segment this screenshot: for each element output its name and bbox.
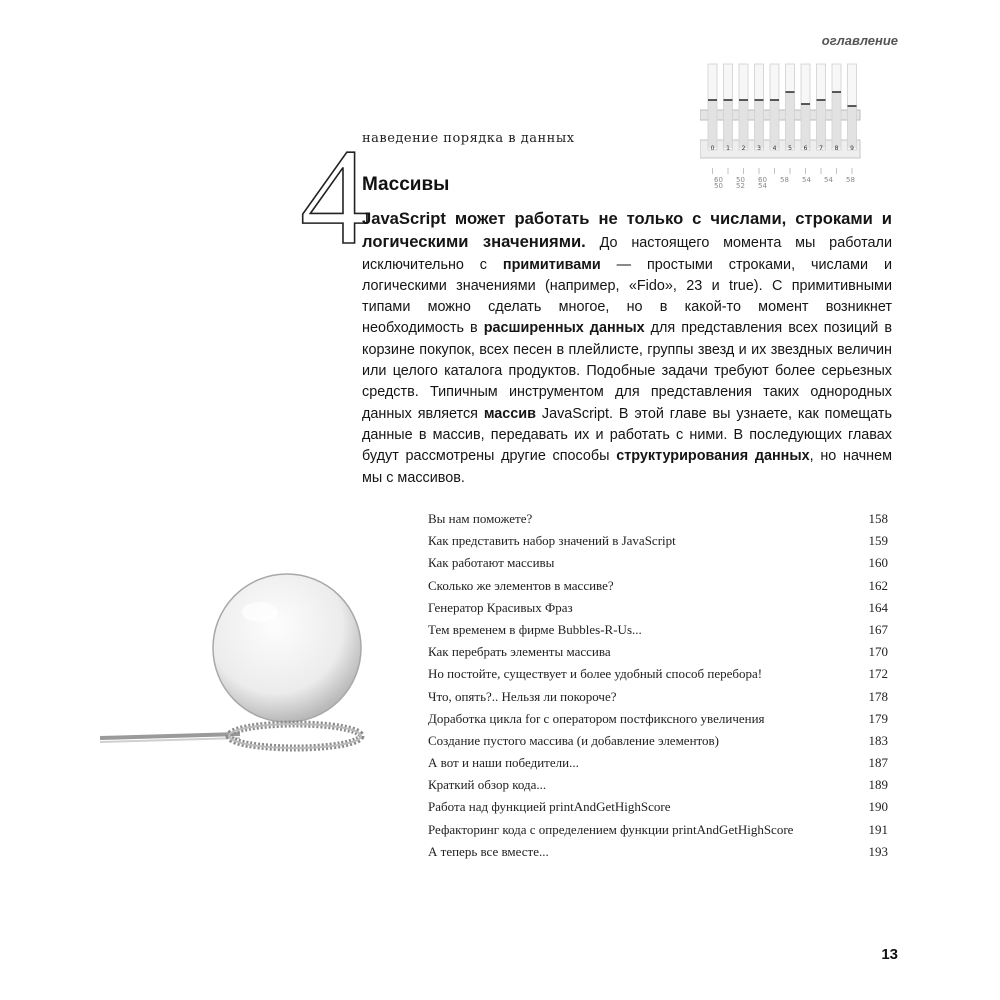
toc-entry-title: Тем временем в фирме Bubbles-R-Us...	[428, 621, 642, 637]
score-label: 50	[714, 182, 723, 190]
toc-entry-page: 178	[868, 688, 888, 704]
toc-entry-title: Вы нам поможете?	[428, 511, 533, 526]
tube-number: 3	[757, 145, 761, 152]
tube-number: 2	[741, 145, 746, 152]
score-label: 54	[758, 182, 767, 190]
intro-term: примитивами	[502, 256, 601, 273]
chapter-subtitle: наведение порядка в данных	[362, 131, 575, 146]
intro-text: , но начнем мы с массивов.	[362, 448, 892, 486]
toc-row	[428, 819, 888, 841]
score-label: 60	[714, 176, 723, 184]
test-tubes-illustration	[700, 62, 865, 190]
toc-entry-page: 170	[868, 644, 888, 660]
toc-entry-title: Рефакторинг кода с определением функции printAndGetHighScore	[428, 821, 794, 837]
intro-text: JavaScript. В этой главе вы узнаете, как помещать данные в массив, передавать их и работать с ними. В последующих главах будут рассмотрены другие способы	[362, 405, 892, 465]
toc-entry-page: 159	[868, 533, 888, 549]
intro-lead: JavaScript может работать не только с числами, строками и логическими значениями.	[362, 209, 892, 252]
tube-number: 4	[772, 145, 777, 152]
toc-entry-page: 183	[868, 732, 888, 748]
toc-entry-title: Но постойте, существует и более удобный способ перебора!	[428, 666, 763, 682]
tube-number: 7	[819, 145, 823, 152]
intro-term: массив	[483, 405, 536, 422]
toc-row	[428, 597, 888, 619]
score-label: 58	[780, 176, 789, 184]
score-label: 52	[736, 182, 745, 190]
tube-number: 9	[850, 145, 854, 152]
tube-number: 8	[834, 145, 839, 152]
intro-text: До настоящего момента мы работали исключительно с	[362, 235, 892, 273]
toc-entry-title: Сколько же элементов в массиве?	[428, 577, 614, 593]
toc-entry-page: 167	[868, 621, 888, 637]
toc-row	[428, 752, 888, 774]
toc-entry-page: 191	[868, 821, 888, 837]
toc-row	[428, 508, 888, 530]
toc-entry-page: 179	[868, 710, 888, 726]
toc-row	[428, 619, 888, 641]
toc-entry-page: 162	[868, 577, 888, 593]
intro-text: — простыми строками, числами и логическими значениями (например, «Fido», 23 и true). С примитивными типами можно сделать многое, но в какой-то момент возникнет необходимость в	[362, 256, 892, 337]
toc-entry-title: Создание пустого массива (и добавление элементов)	[428, 732, 720, 748]
toc-entry-page: 190	[868, 799, 888, 815]
chapter-title: Массивы	[362, 174, 450, 195]
page-number: 13	[881, 946, 898, 963]
toc-entry-page: 193	[868, 843, 888, 859]
intro-term: расширенных данных	[483, 320, 645, 337]
toc-entry-title: Краткий обзор кода...	[428, 777, 547, 793]
toc-entry-page: 164	[868, 599, 888, 615]
toc-entry-page: 158	[868, 511, 888, 526]
tube-number: 6	[803, 145, 808, 152]
table-of-contents	[428, 508, 888, 863]
toc-row	[428, 641, 888, 663]
toc-entry-title: А теперь все вместе...	[428, 843, 549, 859]
toc-row	[428, 841, 888, 863]
toc-row	[428, 530, 888, 552]
toc-entry-title: Генератор Красивых Фраз	[428, 599, 573, 615]
toc-row	[428, 730, 888, 752]
toc-row	[428, 686, 888, 708]
toc-entry-title: Что, опять?.. Нельзя ли покороче?	[428, 688, 617, 704]
toc-entry-title: Как работают массивы	[428, 555, 555, 571]
chapter-number: 4	[300, 120, 369, 273]
tube-number: 0	[710, 145, 715, 152]
score-label: 54	[824, 176, 833, 184]
tube-number: 1	[726, 145, 730, 152]
tube-number: 5	[788, 145, 792, 152]
toc-entry-title: А вот и наши победители...	[428, 755, 579, 771]
toc-row	[428, 796, 888, 818]
score-label: 60	[758, 176, 767, 184]
toc-entry-page: 172	[868, 666, 888, 682]
toc-entry-page: 160	[868, 555, 888, 571]
toc-row	[428, 663, 888, 685]
toc-row	[428, 708, 888, 730]
score-label: 54	[802, 176, 811, 184]
section-header-label: оглавление	[821, 33, 898, 48]
score-label: 58	[846, 176, 855, 184]
toc-entry-page: 189	[868, 777, 888, 793]
toc-entry-title: Работа над функцией printAndGetHighScore	[428, 799, 671, 815]
toc-entry-title: Как представить набор значений в JavaScript	[428, 533, 676, 549]
intro-term: структурирования данных	[616, 448, 810, 465]
score-label: 50	[736, 176, 745, 184]
toc-row	[428, 552, 888, 574]
toc-entry-page: 187	[868, 755, 888, 771]
bubble-wand-illustration	[100, 560, 380, 760]
toc-row	[428, 774, 888, 796]
intro-text: для представления всех позиций в корзине покупок, всех песен в плейлисте, группы звезд и их звездных величин или целого каталога продуктов. Подобные задачи требуют более серьезных средств. Типичным инструментом для представления таких однородных данных является	[362, 320, 892, 422]
toc-entry-title: Доработка цикла for с оператором постфиксного увеличения	[428, 710, 765, 726]
toc-entry-title: Как перебрать элементы массива	[428, 644, 611, 660]
toc-row	[428, 575, 888, 597]
chapter-intro	[362, 208, 892, 489]
